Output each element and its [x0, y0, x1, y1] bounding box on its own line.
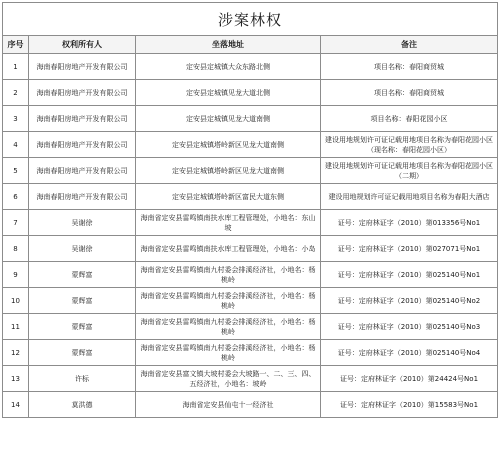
cell-owner: 蒙辉富 — [29, 288, 136, 314]
column-header-location: 坐落地址 — [136, 36, 321, 54]
table-row — [3, 54, 498, 80]
cell-note: 证号：定府林证字（2010）第025140号No3 — [321, 314, 498, 340]
cell-note: 建设用地规划许可证记载用地项目名称为春阳花园小区（二期） — [321, 158, 498, 184]
cell-owner: 海南春阳房地产开发有限公司 — [29, 132, 136, 158]
cell-location: 海南省定安县雷鸣镇南九村委会排溪经济社，小地名：杨桃岭 — [136, 340, 321, 366]
table-row — [3, 158, 498, 184]
column-header-no: 序号 — [3, 36, 29, 54]
cell-location: 定安县定城镇塔岭新区见龙大道南侧 — [136, 158, 321, 184]
header-row — [3, 36, 498, 54]
cell-location: 定安县定城镇大众东路北侧 — [136, 54, 321, 80]
cell-note: 证号：定府林证字（2010）第025140号No4 — [321, 340, 498, 366]
table-row — [3, 314, 498, 340]
column-header-note: 备注 — [321, 36, 498, 54]
cell-location: 海南省定安县雷鸣镇南扶水库工程管理处，小地名：小岛 — [136, 236, 321, 262]
cell-no: 6 — [3, 184, 29, 210]
cell-owner: 吴谢徐 — [29, 236, 136, 262]
cell-location: 定安县定城镇塔岭新区富民大道东侧 — [136, 184, 321, 210]
cell-note: 证号：定府林证字（2010）第24424号No1 — [321, 366, 498, 392]
cell-owner: 海南春阳房地产开发有限公司 — [29, 158, 136, 184]
cell-owner: 海南春阳房地产开发有限公司 — [29, 54, 136, 80]
cell-note: 建设用地规划许可证记载用地项目名称为春阳大酒店 — [321, 184, 498, 210]
cell-owner: 蒙辉富 — [29, 262, 136, 288]
table-title: 涉案林权 — [3, 3, 498, 36]
cell-no: 14 — [3, 392, 29, 418]
cell-owner: 海南春阳房地产开发有限公司 — [29, 184, 136, 210]
table-row — [3, 132, 498, 158]
table-row — [3, 106, 498, 132]
cell-owner: 莫洪德 — [29, 392, 136, 418]
cell-no: 5 — [3, 158, 29, 184]
cell-location: 海南省定安县雷鸣镇南九村委会排溪经济社，小地名：杨桃岭 — [136, 314, 321, 340]
table-row — [3, 184, 498, 210]
cell-note: 项目名称：春阳商贸城 — [321, 80, 498, 106]
cell-note: 证号：定府林证字（2010）第013356号No1 — [321, 210, 498, 236]
cell-location: 海南省定安县雷鸣镇南扶水库工程管理处，小地名：东山坡 — [136, 210, 321, 236]
cell-location: 定安县定城镇见龙大道南侧 — [136, 106, 321, 132]
cell-no: 10 — [3, 288, 29, 314]
cell-note: 项目名称：春阳商贸城 — [321, 54, 498, 80]
table-row — [3, 236, 498, 262]
cell-location: 定安县定城镇见龙大道北侧 — [136, 80, 321, 106]
cell-no: 9 — [3, 262, 29, 288]
cell-location: 定安县定城镇塔岭新区见龙大道南侧 — [136, 132, 321, 158]
cell-note: 建设用地规划许可证记载用地项目名称为春阳花园小区（现名称：春阳花园小区） — [321, 132, 498, 158]
cell-note: 证号：定府林证字（2010）第025140号No1 — [321, 262, 498, 288]
cell-note: 项目名称：春阳花园小区 — [321, 106, 498, 132]
cell-no: 3 — [3, 106, 29, 132]
cell-owner: 许标 — [29, 366, 136, 392]
cell-location: 海南省定安县雷鸣镇南九村委会排溪经济社，小地名：杨桃岭 — [136, 288, 321, 314]
cell-no: 8 — [3, 236, 29, 262]
cell-note: 证号：定府林证字（2010）第15583号No1 — [321, 392, 498, 418]
cell-no: 7 — [3, 210, 29, 236]
table-row — [3, 80, 498, 106]
cell-no: 12 — [3, 340, 29, 366]
cell-no: 4 — [3, 132, 29, 158]
cell-no: 11 — [3, 314, 29, 340]
cell-no: 1 — [3, 54, 29, 80]
cell-note: 证号：定府林证字（2010）第027071号No1 — [321, 236, 498, 262]
forest-rights-table — [2, 2, 498, 418]
cell-owner: 海南春阳房地产开发有限公司 — [29, 80, 136, 106]
title-row — [3, 3, 498, 36]
cell-no: 2 — [3, 80, 29, 106]
table-row — [3, 340, 498, 366]
cell-owner: 蒙辉富 — [29, 340, 136, 366]
table-row — [3, 366, 498, 392]
cell-location: 海南省定安县仙屯十一经济社 — [136, 392, 321, 418]
cell-owner: 蒙辉富 — [29, 314, 136, 340]
cell-location: 海南省定安县雷鸣镇南九村委会排溪经济社，小地名：杨桃岭 — [136, 262, 321, 288]
table-body — [3, 54, 498, 418]
cell-owner: 海南春阳房地产开发有限公司 — [29, 106, 136, 132]
cell-note: 证号：定府林证字（2010）第025140号No2 — [321, 288, 498, 314]
table-row — [3, 210, 498, 236]
table-row — [3, 262, 498, 288]
column-header-owner: 权利所有人 — [29, 36, 136, 54]
cell-no: 13 — [3, 366, 29, 392]
table-row — [3, 392, 498, 418]
cell-owner: 吴谢徐 — [29, 210, 136, 236]
cell-location: 海南省定安县富文镇大坡村委会大坡路一、二、三、四、五经济社，小地名：坡岭 — [136, 366, 321, 392]
table-row — [3, 288, 498, 314]
